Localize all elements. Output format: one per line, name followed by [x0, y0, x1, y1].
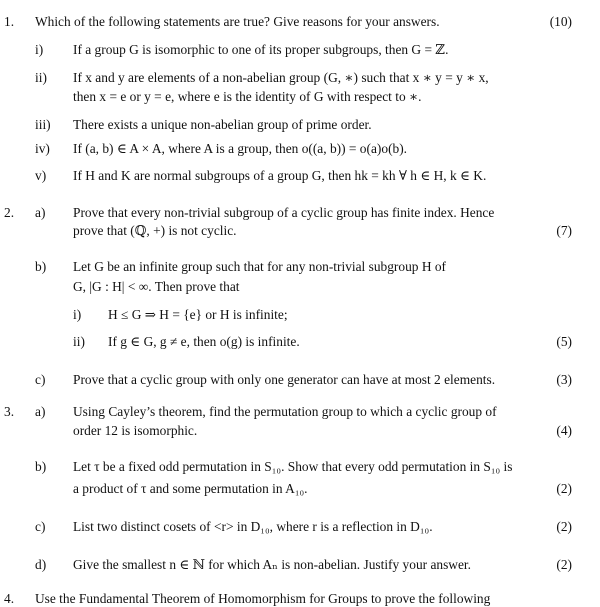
part-text: Give the smallest n ∈ ℕ for which Aₙ is non-abelian. Justify your answer.	[73, 557, 471, 572]
question-number: 1.	[4, 14, 15, 29]
marks: (7)	[556, 223, 572, 238]
item-text: There exists a unique non-abelian group of prime order.	[73, 117, 372, 132]
question-text: Use the Fundamental Theorem of Homomorphism for Groups to prove the following	[35, 591, 491, 606]
sub-item-text: If g ∈ G, g ≠ e, then o(g) is infinite.	[108, 334, 300, 349]
part-label: b)	[35, 259, 47, 274]
marks: (10)	[549, 14, 572, 29]
part-label: c)	[35, 372, 46, 387]
item-label: v)	[35, 168, 47, 183]
part-label: b)	[35, 459, 47, 474]
marks: (2)	[556, 519, 572, 534]
part-label: a)	[35, 404, 46, 419]
item-text: If a group G is isomorphic to one of its proper subgroups, then G = ℤ.	[73, 42, 449, 57]
part-text: Using Cayley’s theorem, find the permutation group to which a cyclic group of	[73, 404, 497, 419]
item-text: If (a, b) ∈ A × A, where A is a group, then o((a, b)) = o(a)o(b).	[73, 141, 408, 156]
item-text: then x = e or y = e, where e is the identity of G with respect to ∗.	[73, 89, 422, 104]
part-label: a)	[35, 205, 46, 220]
part-label: c)	[35, 519, 46, 534]
item-label: iii)	[35, 117, 51, 132]
question-number: 2.	[4, 205, 15, 220]
sub-item-label: i)	[73, 307, 82, 322]
question-number: 3.	[4, 404, 15, 419]
marks: (2)	[556, 557, 572, 572]
part-text: a product of τ and some permutation in A₁₀.	[73, 481, 308, 496]
part-label: d)	[35, 557, 47, 572]
question-number: 4.	[4, 591, 15, 606]
part-text: List two distinct cosets of <r> in D₁₀, where r is a reflection in D₁₀.	[73, 519, 433, 534]
question-text: Which of the following statements are true? Give reasons for your answers.	[35, 14, 440, 29]
part-text: Let τ be a fixed odd permutation in S₁₀. Show that every odd permutation in S₁₀ is	[73, 459, 513, 474]
marks: (2)	[556, 481, 572, 496]
part-text: order 12 is isomorphic.	[73, 423, 198, 438]
marks: (4)	[556, 423, 572, 438]
sub-item-text: H ≤ G ⇒ H = {e} or H is infinite;	[108, 307, 288, 322]
part-text: Let G be an infinite group such that for any non-trivial subgroup H of	[73, 259, 446, 274]
item-label: ii)	[35, 70, 47, 85]
marks: (3)	[556, 372, 572, 387]
sub-item-label: ii)	[73, 334, 85, 349]
marks: (5)	[556, 334, 572, 349]
item-text: If H and K are normal subgroups of a group G, then hk = kh ∀ h ∈ H, k ∈ K.	[73, 168, 487, 183]
part-text: Prove that every non-trivial subgroup of a cyclic group has finite index. Hence	[73, 205, 495, 220]
part-text: Prove that a cyclic group with only one generator can have at most 2 elements.	[73, 372, 496, 387]
item-text: If x and y are elements of a non-abelian group (G, ∗) such that x ∗ y = y ∗ x,	[73, 70, 489, 85]
item-label: i)	[35, 42, 44, 57]
part-text: G, |G : H| < ∞. Then prove that	[73, 279, 240, 294]
item-label: iv)	[35, 141, 50, 156]
part-text: prove that (ℚ, +) is not cyclic.	[73, 223, 237, 238]
